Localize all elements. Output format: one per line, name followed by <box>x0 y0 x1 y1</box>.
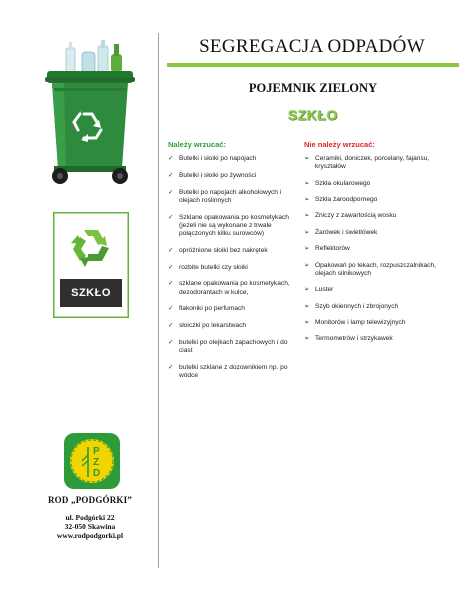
disallowed-item-text: Termometrów i strzykawek <box>315 335 393 343</box>
allowed-item-text: butelki szklane z dozownikiem np. po wódce <box>179 363 288 380</box>
disallowed-item-text: Ceramiki, doniczek, porcelany, fajansu, kryształów <box>315 155 430 171</box>
arrowhead-icon: ➢ <box>304 302 310 310</box>
checkmark-icon: ✓ <box>168 188 174 196</box>
allowed-list-item <box>168 264 292 272</box>
disallowed-item-text: Szkła okularowego <box>315 179 371 187</box>
allowed-item-text: szklane opakowania po kosmetykach, dezodorantach w kulce, <box>179 280 290 296</box>
disallowed-list-item <box>304 335 454 343</box>
checkmark-icon: ✓ <box>168 338 174 346</box>
allowed-list-item <box>168 172 292 180</box>
arrowhead-icon: ➢ <box>304 286 310 294</box>
disallowed-item-text: Szkła żaroodpornego <box>315 195 378 203</box>
pzd-logo <box>64 433 120 489</box>
allowed-item-text: Butelki po napojach alkoholowych i olejach roślinnych <box>179 188 282 204</box>
checkmark-icon: ✓ <box>168 171 174 179</box>
disallowed-list <box>304 155 454 344</box>
arrowhead-icon: ➢ <box>304 179 310 187</box>
allowed-item-text: opróżnione słoiki bez nakrętek <box>179 246 268 254</box>
disallowed-list-item <box>304 229 454 237</box>
arrowhead-icon: ➢ <box>304 155 310 162</box>
disallowed-list-item <box>304 212 454 220</box>
disallowed-list-item <box>304 319 454 327</box>
arrowhead-icon: ➢ <box>304 195 310 203</box>
allowed-list-item <box>168 364 292 380</box>
title-underline <box>167 63 459 67</box>
page-title: SEGREGACJA ODPADÓW <box>199 36 425 57</box>
disallowed-heading: Nie należy wrzucać: <box>304 140 375 149</box>
arrowhead-icon: ➢ <box>304 212 310 220</box>
arrowhead-icon: ➢ <box>304 228 310 236</box>
checkmark-icon: ✓ <box>168 322 174 330</box>
bin-subtitle: POJEMNIK ZIELONY <box>248 81 378 95</box>
allowed-item-text: flakoniki po perfumach <box>179 305 245 313</box>
allowed-item-text: rozbite butelki czy słoiki <box>179 263 248 271</box>
arrowhead-icon: ➢ <box>304 245 310 253</box>
allowed-list-item <box>168 155 292 163</box>
checkmark-icon: ✓ <box>168 363 174 371</box>
disallowed-item-text: Żarówek i świetlówek <box>315 228 378 236</box>
disallowed-item-text: Reflektorów <box>315 245 350 253</box>
disallowed-item-text: Zniczy z zawartością wosku <box>315 212 397 220</box>
allowed-list-item <box>168 322 292 330</box>
disallowed-list-item <box>304 155 454 171</box>
organization-name: ROD „PODGÓRKI” <box>47 495 133 505</box>
disallowed-item-text: Szyb okiennych i zbrojonych <box>315 302 399 310</box>
disallowed-column <box>304 140 454 352</box>
checkmark-icon: ✓ <box>168 305 174 313</box>
logo-letter-p: P <box>93 446 100 457</box>
allowed-list-item <box>168 247 292 255</box>
allowed-item-text: słoiczki po lekarstwach <box>179 322 247 330</box>
checkmark-icon: ✓ <box>168 280 174 288</box>
disallowed-list-item <box>304 196 454 204</box>
checkmark-icon: ✓ <box>168 155 174 162</box>
allowed-item-text: Butelki i słoiki po żywności <box>179 171 257 179</box>
allowed-list-item <box>168 339 292 355</box>
allowed-item-text: butelki po olejkach zapachowych i do ciast <box>179 338 288 355</box>
arrowhead-icon: ➢ <box>304 261 310 269</box>
allowed-list-item <box>168 280 292 296</box>
checkmark-icon: ✓ <box>168 263 174 271</box>
disallowed-list-item <box>304 262 454 278</box>
allowed-list-item <box>168 189 292 205</box>
pzd-logo-icon <box>64 433 120 489</box>
disallowed-list-item <box>304 245 454 253</box>
allowed-item-text: Szklane opakowania po kosmetykach (jeżeli nie są wykonane z trwale połączonych kilku surowców) <box>179 213 289 237</box>
column-divider <box>158 33 159 568</box>
recycling-bin-icon <box>44 38 136 188</box>
allowed-list <box>168 155 292 380</box>
logo-letter-d: D <box>93 468 101 479</box>
left-sidebar <box>0 0 158 600</box>
arrowhead-icon: ➢ <box>304 335 310 343</box>
recycling-sign <box>53 212 129 318</box>
disallowed-item-text: Monitorów i lamp telewizyjnych <box>315 318 406 326</box>
disallowed-list-item <box>304 180 454 188</box>
organization-website: www.rodpodgorki.pl <box>56 531 124 540</box>
sign-label: SZKŁO <box>71 287 111 299</box>
disallowed-list-item <box>304 303 454 311</box>
organization-city: 32-050 Skawina <box>64 522 116 531</box>
recycling-sign-icon <box>53 212 129 318</box>
allowed-list-item <box>168 214 292 239</box>
material-heading: SZKŁO <box>288 107 338 123</box>
checkmark-icon: ✓ <box>168 246 174 254</box>
disallowed-item-text: Luster <box>315 286 334 294</box>
allowed-heading: Należy wrzucać: <box>168 140 226 149</box>
allowed-column <box>168 140 292 389</box>
disallowed-item-text: Opakowań po lekach, rozpuszczalnikach, olejach silnikowych <box>315 261 436 277</box>
allowed-list-item <box>168 305 292 313</box>
checkmark-icon: ✓ <box>168 213 174 221</box>
disallowed-list-item <box>304 286 454 294</box>
allowed-item-text: Butelki i słoiki po napojach <box>179 155 257 162</box>
arrowhead-icon: ➢ <box>304 318 310 326</box>
logo-letter-z: Z <box>93 457 100 468</box>
organization-street: ul. Podgórki 22 <box>65 513 115 522</box>
